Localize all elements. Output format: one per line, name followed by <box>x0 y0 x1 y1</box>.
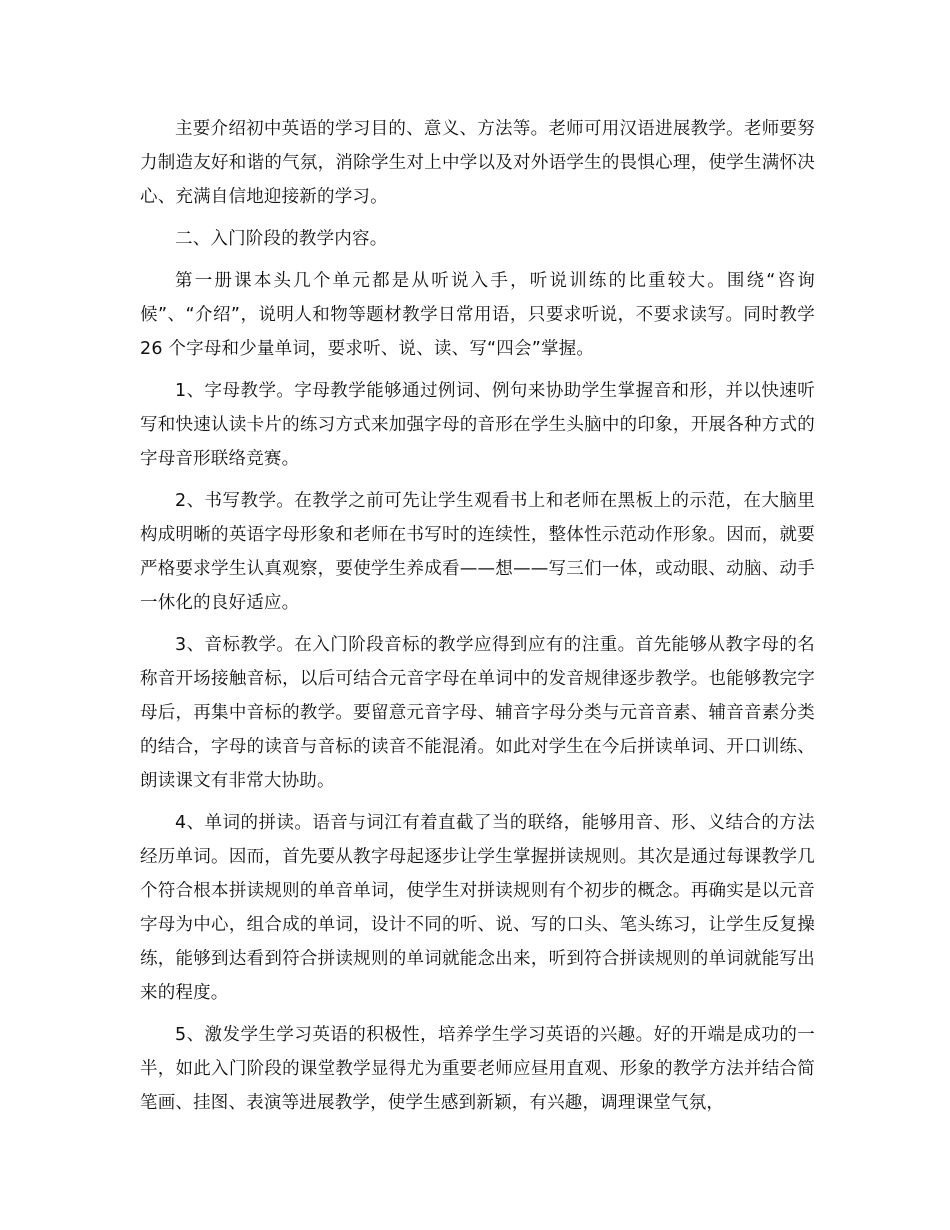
paragraph-book-one: 第一册课本头几个单元都是从听说入手，听说训练的比重较大。围绕“咨询候”、“介绍”，说明人和物等题材教学日常用语，只要求听说，不要求读写。同时教学 26 个字母和少量单词，要求听、说、读、写“四会”掌握。 <box>140 271 815 359</box>
paragraph-intro: 主要介绍初中英语的学习目的、意义、方法等。老师可用汉语进展教学。老师要努力制造友好和谐的气氛，消除学生对上中学以及对外语学生的畏惧心理，使学生满怀决心、充满自信地迎接新的学习。 <box>140 119 815 207</box>
paragraph-writing-teaching: 2、书写教学。在教学之前可先让学生观看书上和老师在黑板上的示范，在大脑里构成明晰的英语字母形象和老师在书写时的连续性，整体性示范动作形象。因而，就要严格要求学生认真观察，要使学生养成看——想——写三们一体，或动眼、动脑、动手一休化的良好适应。 <box>140 491 815 613</box>
document-body <box>140 112 815 1128</box>
paragraph-section-heading: 二、入门阶段的教学内容。 <box>175 229 388 249</box>
paragraph-word-spelling: 4、单词的拼读。语音与词江有着直截了当的联络，能够用音、形、义结合的方法经历单词。因而，首先要从教字母起逐步让学生掌握拼读规则。其次是通过每课教学几个符合根本拼读规则的单音单词，使学生对拼读规则有个初步的概念。再确实是以元音字母为中心，组合成的单词，设计不同的听、说、写的口头、笔头练习，让学生反复操练，能够到达看到符合拼读规则的单词就能念出来，听到符合拼读规则的单词就能写出来的程度。 <box>140 813 815 1003</box>
paragraph-letter-teaching: 1、字母教学。字母教学能够通过例词、例句来协助学生掌握音和形，并以快速听写和快速认读卡片的练习方式来加强字母的音形在学生头脑中的印象，开展各种方式的字母音形联络竞赛。 <box>140 381 815 469</box>
paragraph-motivation: 5、激发学生学习英语的积极性，培养学生学习英语的兴趣。好的开端是成功的一半，如此入门阶段的课堂教学显得尤为重要老师应昼用直观、形象的教学方法并结合简笔画、挂图、表演等进展教学，使学生感到新颖，有兴趣，调理课堂气氛， <box>140 1025 815 1113</box>
paragraph-phonetic-teaching: 3、音标教学。在入门阶段音标的教学应得到应有的注重。首先能够从教字母的名称音开场接触音标，以后可结合元音字母在单词中的发音规律逐步教学。也能够教完字母后，再集中音标的教学。要留意元音字母、辅音字母分类与元音音素、辅音音素分类的结合，字母的读音与音标的读音不能混淆。如此对学生在今后拼读单词、开口训练、朗读课文有非常大协助。 <box>140 635 815 791</box>
